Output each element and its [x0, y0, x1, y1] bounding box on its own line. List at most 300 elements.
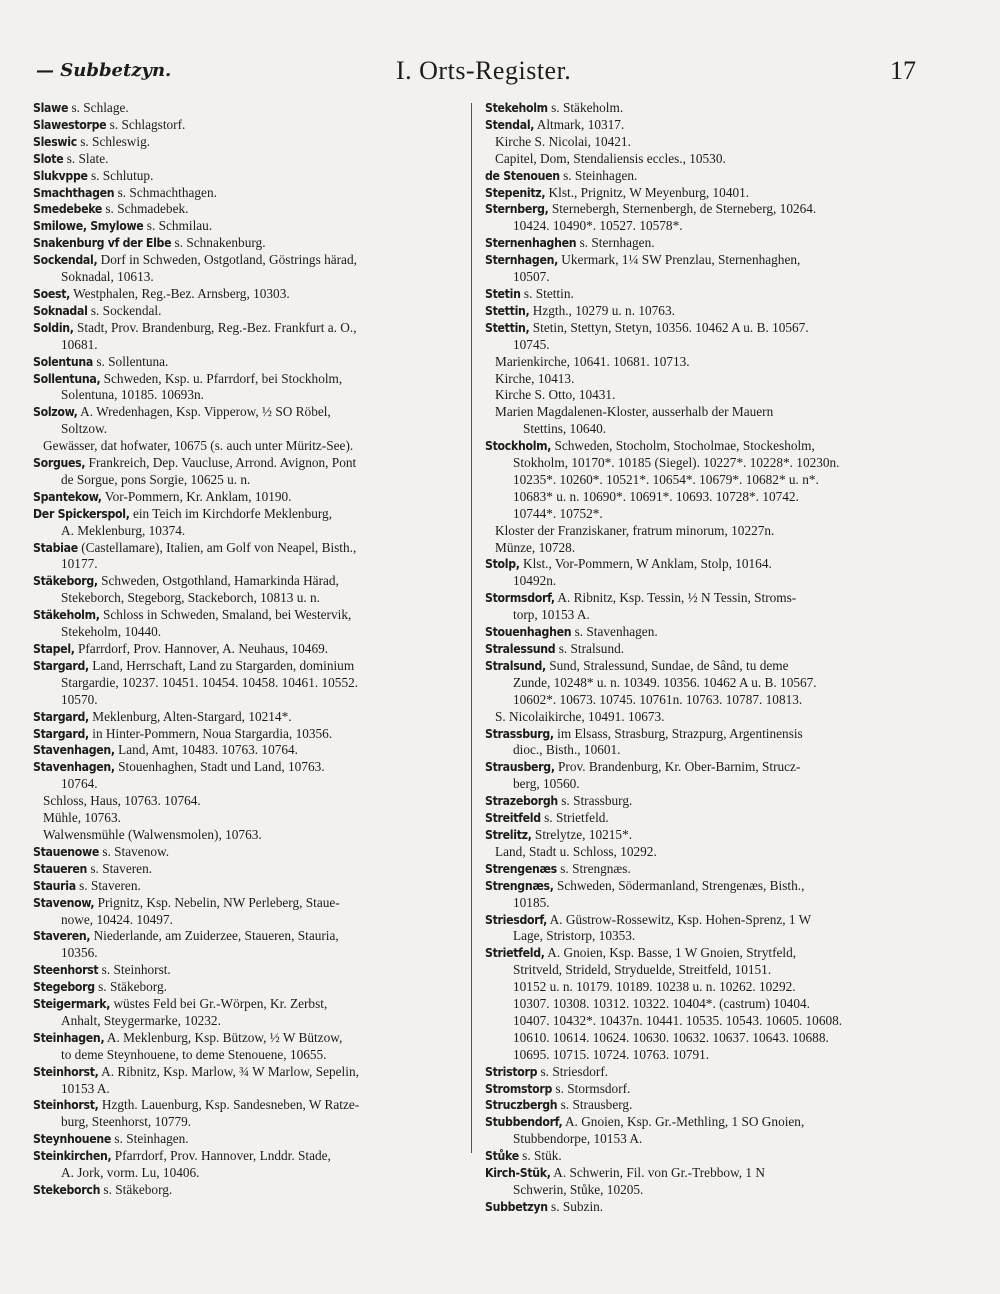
entry-text: Schweden, Södermanland, Strengenæs, Bisth.,	[553, 877, 805, 893]
entry-line: 10407. 10432*. 10437n. 10441. 10535. 10543. 10605. 10608.	[513, 1012, 843, 1028]
register-entry	[33, 455, 460, 489]
register-entry	[485, 438, 917, 523]
sub-entry	[485, 540, 917, 557]
register-entry	[485, 945, 917, 1063]
sub-entry	[33, 827, 460, 844]
entry-line: 10153 A.	[61, 1080, 110, 1096]
entry-first-line	[33, 185, 460, 202]
entry-headword: Stettin,	[485, 320, 530, 335]
entry-first-line	[33, 878, 460, 895]
entry-text: s. Stäkeborg.	[94, 979, 167, 995]
entry-first-line	[485, 827, 917, 844]
entry-first-line	[33, 371, 460, 388]
register-entry	[485, 1199, 917, 1216]
entry-first-line	[33, 895, 460, 912]
entry-text: s. Subzin.	[547, 1198, 604, 1214]
entry-headword: Solentuna	[33, 354, 93, 369]
entry-text: s. Sternhagen.	[576, 235, 655, 251]
entry-headword: Stendal,	[485, 117, 535, 132]
entry-headword: Stargard,	[33, 709, 89, 724]
register-entry	[33, 117, 460, 134]
entry-text: A. Schwerin, Fil. von Gr.-Trebbow, 1 N	[550, 1165, 765, 1181]
register-entry	[485, 1081, 917, 1098]
entry-headword: Stristorp	[485, 1064, 538, 1079]
register-entry	[33, 371, 460, 405]
entry-headword: Strengnæs,	[485, 878, 554, 893]
register-entry	[33, 218, 460, 235]
entry-headword: Subbetzyn	[485, 1199, 548, 1214]
register-entry	[33, 658, 460, 709]
register-entry	[485, 235, 917, 252]
entry-headword: Stabiae	[33, 540, 78, 555]
entry-text: Schweden, Ostgothland, Hamarkinda Härad,	[97, 573, 339, 589]
entry-text: Frankreich, Dep. Vaucluse, Arrond. Avignon, Pont	[85, 455, 357, 471]
entry-first-line	[33, 354, 460, 371]
register-entry	[485, 810, 917, 827]
entry-headword: Stekeholm	[485, 101, 548, 115]
entry-first-line	[485, 641, 917, 658]
entry-first-line	[485, 556, 917, 573]
entry-first-line	[33, 506, 460, 523]
register-entry	[485, 1064, 917, 1081]
entry-first-line	[33, 168, 460, 185]
entry-first-line	[485, 1064, 917, 1081]
entry-text: s. Schlutup.	[87, 167, 154, 183]
register-entry	[485, 320, 917, 354]
entry-headword: Snakenburg vf der Elbe	[33, 236, 172, 251]
entry-text: s. Sollentuna.	[93, 353, 169, 369]
column-divider	[471, 103, 472, 1153]
entry-first-line	[33, 151, 460, 168]
entry-line: Kirche S. Nicolai, 10421.	[495, 133, 631, 149]
entry-line: Capitel, Dom, Stendaliensis eccles., 10530.	[495, 150, 726, 166]
entry-first-line	[33, 540, 460, 557]
entry-line: 10681.	[61, 336, 98, 352]
register-entry	[33, 540, 460, 574]
entry-headword: Stromstorp	[485, 1081, 553, 1096]
sub-entry	[33, 810, 460, 827]
entry-text: s. Schmilau.	[143, 218, 213, 234]
register-entry	[485, 201, 917, 235]
entry-text: (Castellamare), Italien, am Golf von Neapel, Bisth.,	[77, 539, 357, 555]
entry-first-line	[485, 1097, 917, 1114]
entry-first-line	[33, 1131, 460, 1148]
right-column	[485, 100, 917, 1216]
entry-line: 10177.	[61, 556, 98, 572]
register-entry	[33, 1182, 460, 1199]
entry-headword: Sternberg,	[485, 202, 549, 217]
entry-headword: Stralsund,	[485, 658, 546, 673]
register-entry	[33, 134, 460, 151]
entry-first-line	[485, 438, 917, 455]
entry-line: Münze, 10728.	[495, 539, 576, 555]
entry-headword: Streitfeld	[485, 811, 541, 826]
entry-line: Schwerin, Stůke, 10205.	[513, 1182, 644, 1197]
entry-headword: Solzow,	[33, 405, 78, 420]
entry-headword: de Stenouen	[485, 168, 560, 183]
entry-headword: Smilowe, Smylowe	[33, 219, 144, 234]
entry-first-line	[33, 962, 460, 979]
entry-headword: Sternenhaghen	[485, 236, 577, 251]
entry-headword: Stepenitz,	[485, 185, 546, 200]
entry-text: s. Steinhagen.	[559, 167, 638, 183]
sub-entry	[485, 523, 917, 540]
entry-text: s. Strietfeld.	[540, 810, 609, 826]
sub-entry	[33, 793, 460, 810]
register-entry	[485, 168, 917, 185]
entry-line: Kirche, 10413.	[495, 370, 575, 386]
entry-line: 10507.	[513, 269, 550, 285]
entry-first-line	[485, 168, 917, 185]
entry-line: A. Jork, vorm. Lu, 10406.	[61, 1165, 200, 1181]
register-entry	[485, 590, 917, 624]
entry-line: berg, 10560.	[513, 776, 580, 792]
sub-entry	[485, 151, 917, 168]
entry-headword: Stormsdorf,	[485, 591, 555, 606]
sub-entry	[485, 709, 917, 726]
entry-headword: Stargard,	[33, 658, 89, 673]
entry-line: Schloss, Haus, 10763. 10764.	[43, 793, 201, 809]
register-entry	[485, 1165, 917, 1199]
entry-headword: Der Spickerspol,	[33, 506, 130, 521]
sub-entry	[485, 134, 917, 151]
entry-headword: Soldin,	[33, 320, 74, 335]
entry-line: 10185.	[513, 894, 550, 910]
entry-text: s. Sockendal.	[87, 302, 162, 318]
entry-text: Pfarrdorf, Prov. Hannover, Lnddr. Stade,	[111, 1148, 331, 1164]
entry-first-line	[485, 878, 917, 895]
register-entry	[485, 1097, 917, 1114]
entry-line: Stekeholm, 10440.	[61, 624, 162, 640]
entry-text: s. Stralsund.	[555, 641, 625, 656]
entry-text: s. Strausberg.	[557, 1097, 633, 1113]
entry-line: 10610. 10614. 10624. 10630. 10632. 10637. 10643. 10688.	[513, 1029, 829, 1045]
entry-line: torp, 10153 A.	[513, 607, 590, 623]
entry-first-line	[485, 1148, 917, 1165]
entry-first-line	[33, 286, 460, 303]
entry-text: s. Steinhagen.	[111, 1131, 189, 1147]
entry-headword: Steinhagen,	[33, 1030, 105, 1045]
entry-text: s. Stäkeholm.	[547, 100, 624, 115]
entry-text: Sternebergh, Sternenbergh, de Sterneberg, 10264.	[548, 201, 817, 217]
entry-line: 10683* u. n. 10690*. 10691*. 10693. 10728*. 10742.	[513, 488, 799, 504]
entry-text: A. Ribnitz, Ksp. Marlow, ¾ W Marlow, Sepelin,	[98, 1063, 359, 1079]
register-entry	[485, 286, 917, 303]
entry-headword: Sollentuna,	[33, 371, 101, 386]
entry-text: Westphalen, Reg.-Bez. Arnsberg, 10303.	[70, 285, 290, 301]
register-entry	[485, 185, 917, 202]
register-entry	[33, 1131, 460, 1148]
entry-first-line	[33, 201, 460, 218]
register-entry	[485, 252, 917, 286]
entry-text: s. Schleswig.	[76, 133, 151, 149]
register-entry	[485, 556, 917, 590]
register-entry	[33, 878, 460, 895]
sub-entry	[485, 371, 917, 388]
entry-headword: Slawestorpe	[33, 117, 107, 132]
entry-first-line	[33, 759, 460, 776]
entry-text: Niederlande, am Zuiderzee, Staueren, Stauria,	[90, 928, 339, 944]
entry-text: s. Stäkeborg.	[100, 1182, 173, 1197]
entry-line: nowe, 10424. 10497.	[61, 911, 173, 927]
entry-headword: Steinhorst,	[33, 1098, 99, 1113]
register-entry	[33, 641, 460, 658]
entry-first-line	[33, 709, 460, 726]
register-entry	[33, 861, 460, 878]
entry-line: Lage, Stristorp, 10353.	[513, 928, 636, 944]
entry-text: s. Staveren.	[75, 877, 141, 893]
entry-headword: Kirch-Stük,	[485, 1166, 551, 1181]
register-entry	[485, 912, 917, 946]
entry-text: s. Stavenhagen.	[571, 624, 658, 640]
register-entry	[33, 1064, 460, 1098]
entry-first-line	[33, 742, 460, 759]
register-entry	[33, 607, 460, 641]
entry-line: 10356.	[61, 945, 98, 961]
entry-first-line	[485, 100, 917, 117]
entry-line: 10744*. 10752*.	[513, 505, 603, 521]
entry-headword: Stettin,	[485, 303, 530, 318]
entry-line: burg, Steenhorst, 10779.	[61, 1114, 192, 1130]
entry-first-line	[485, 624, 917, 641]
entry-text: A. Güstrow-Rossewitz, Ksp. Hohen-Sprenz, 1 W	[547, 911, 812, 927]
entry-headword: Strassburg,	[485, 726, 554, 741]
entry-text: Meklenburg, Alten-Stargard, 10214*.	[88, 708, 292, 724]
entry-first-line	[33, 489, 460, 506]
entry-text: Stetin, Stettyn, Stetyn, 10356. 10462 A u. B. 10567.	[529, 319, 809, 335]
entry-first-line	[485, 590, 917, 607]
entry-line: Stritveld, Strideld, Stryduelde, Streitfeld, 10151.	[513, 962, 772, 978]
register-entry	[485, 861, 917, 878]
register-entry	[485, 100, 917, 117]
entry-line: Marienkirche, 10641. 10681. 10713.	[495, 353, 690, 369]
entry-line: 10570.	[61, 691, 98, 707]
entry-text: A. Gnoien, Ksp. Basse, 1 W Gnoien, Strytfeld,	[544, 945, 797, 961]
entry-first-line	[485, 658, 917, 675]
entry-headword: Stäkeborg,	[33, 574, 98, 589]
register-entry	[485, 878, 917, 912]
entry-first-line	[33, 844, 460, 861]
register-entry	[485, 827, 917, 844]
entry-line: 10695. 10715. 10724. 10763. 10791.	[513, 1046, 710, 1062]
entry-first-line	[485, 117, 917, 134]
entry-text: im Elsass, Strasburg, Strazpurg, Argentinensis	[553, 725, 803, 741]
entry-first-line	[33, 658, 460, 675]
entry-first-line	[485, 912, 917, 929]
entry-first-line	[485, 303, 917, 320]
entry-first-line	[33, 726, 460, 743]
register-entry	[33, 252, 460, 286]
entry-headword: Steinkirchen,	[33, 1149, 112, 1164]
entry-text: Schweden, Ksp. u. Pfarrdorf, bei Stockholm,	[100, 370, 343, 386]
register-entry	[33, 573, 460, 607]
entry-first-line	[485, 1114, 917, 1131]
entry-first-line	[33, 1064, 460, 1081]
entry-text: s. Steinhorst.	[98, 962, 171, 978]
entry-text: s. Schmadebek.	[102, 201, 189, 217]
register-entry	[485, 117, 917, 134]
entry-text: Dorf in Schweden, Ostgotland, Göstrings härad,	[97, 252, 357, 268]
entry-line: S. Nicolaikirche, 10491. 10673.	[495, 708, 665, 724]
entry-text: s. Slate.	[63, 150, 109, 166]
entry-line: de Sorgue, pons Sorgie, 10625 u. n.	[61, 471, 251, 487]
entry-text: Ukermark, 1¼ SW Prenzlau, Sternenhaghen,	[557, 252, 801, 268]
entry-headword: Spantekow,	[33, 489, 102, 504]
entry-line: Land, Stadt u. Schloss, 10292.	[495, 843, 657, 859]
register-entry	[485, 759, 917, 793]
entry-text: Klst., Vor-Pommern, W Anklam, Stolp, 10164.	[519, 556, 772, 572]
entry-headword: Stauria	[33, 878, 76, 893]
entry-line: Soltzow.	[61, 421, 108, 437]
entry-first-line	[485, 185, 917, 202]
running-head-left: — Subbetzyn.	[36, 60, 172, 81]
page-number: 17	[890, 56, 916, 85]
register-entry	[485, 641, 917, 658]
sub-entry	[485, 844, 917, 861]
entry-headword: Stetin	[485, 286, 521, 301]
entry-line: Kirche S. Otto, 10431.	[495, 387, 616, 403]
entry-first-line	[33, 235, 460, 252]
entry-headword: Strengenæs	[485, 861, 557, 876]
sub-entry	[485, 387, 917, 404]
entry-line: Mühle, 10763.	[43, 810, 121, 826]
entry-headword: Staueren	[33, 861, 88, 876]
entry-first-line	[33, 455, 460, 472]
entry-headword: Soknadal	[33, 303, 88, 318]
entry-headword: Steinhorst,	[33, 1064, 99, 1079]
register-entry	[33, 759, 460, 793]
entry-first-line	[33, 218, 460, 235]
entry-text: Land, Herrschaft, Land zu Stargarden, dominium	[88, 657, 355, 673]
entry-first-line	[33, 404, 460, 421]
entry-text: s. Strassburg.	[557, 793, 633, 809]
register-entry	[33, 709, 460, 726]
register-entry	[33, 235, 460, 252]
entry-headword: Staveren,	[33, 929, 91, 944]
running-head-title: I. Orts-Register.	[396, 56, 572, 85]
entry-first-line	[33, 303, 460, 320]
entry-first-line	[33, 607, 460, 624]
entry-text: s. Schlage.	[68, 100, 129, 115]
entry-headword: Strietfeld,	[485, 946, 545, 961]
register-entry	[33, 895, 460, 929]
entry-text: Prov. Brandenburg, Kr. Ober-Barnim, Strucz-	[554, 759, 801, 775]
entry-text: s. Stük.	[518, 1148, 562, 1164]
register-entry	[33, 742, 460, 759]
entry-headword: Stapel,	[33, 642, 75, 656]
entry-text: s. Schlagstorf.	[106, 116, 186, 132]
entry-line: A. Meklenburg, 10374.	[61, 522, 186, 538]
entry-text: ein Teich im Kirchdorfe Meklenburg,	[129, 505, 333, 521]
entry-text: Schloss in Schweden, Smaland, bei Westervik,	[99, 607, 352, 623]
entry-headword: Stockholm,	[485, 439, 552, 454]
entry-headword: Stavenow,	[33, 895, 95, 910]
entry-headword: Stůke	[485, 1149, 519, 1164]
entry-headword: Stubbendorf,	[485, 1115, 563, 1130]
entry-first-line	[485, 945, 917, 962]
entry-first-line	[33, 320, 460, 337]
left-column	[33, 100, 460, 1199]
entry-first-line	[33, 117, 460, 134]
entry-headword: Stavenhagen,	[33, 743, 115, 758]
entry-line: Anhalt, Steygermarke, 10232.	[61, 1012, 221, 1028]
entry-first-line	[485, 861, 917, 878]
entry-headword: Striesdorf,	[485, 912, 548, 927]
entry-first-line	[485, 235, 917, 252]
entry-text: A. Wredenhagen, Ksp. Vipperow, ½ SO Röbel,	[77, 404, 331, 420]
entry-first-line	[485, 793, 917, 810]
entry-first-line	[33, 928, 460, 945]
entry-first-line	[485, 1081, 917, 1098]
entry-headword: Stolp,	[485, 557, 520, 572]
entry-headword: Slawe	[33, 101, 69, 115]
register-entry	[485, 658, 917, 709]
entry-text: s. Stormsdorf.	[552, 1080, 631, 1096]
entry-text: Strelytze, 10215*.	[531, 826, 633, 842]
entry-headword: Slote	[33, 151, 64, 166]
entry-first-line	[485, 810, 917, 827]
register-entry	[33, 489, 460, 506]
entry-headword: Sternhagen,	[485, 253, 558, 268]
entry-headword: Smachthagen	[33, 185, 115, 200]
entry-line: 10764.	[61, 776, 98, 792]
entry-text: A. Ribnitz, Ksp. Tessin, ½ N Tessin, Stroms-	[554, 590, 797, 606]
entry-headword: Stavenhagen,	[33, 760, 115, 775]
register-entry	[33, 303, 460, 320]
entry-line: to deme Steynhouene, to deme Stenouene, 10655.	[61, 1046, 327, 1062]
register-entry	[485, 1148, 917, 1165]
entry-first-line	[33, 134, 460, 151]
register-entry	[33, 1097, 460, 1131]
entry-headword: Stauenowe	[33, 844, 99, 859]
entry-first-line	[485, 320, 917, 337]
entry-text: Prignitz, Ksp. Nebelin, NW Perleberg, Staue-	[94, 894, 340, 910]
entry-first-line	[485, 726, 917, 743]
entry-headword: Strazeborgh	[485, 794, 558, 809]
entry-headword: Steenhorst	[33, 963, 99, 978]
entry-line: Solentuna, 10185. 10693n.	[61, 387, 204, 403]
sub-entry	[485, 404, 917, 438]
entry-headword: Stargard,	[33, 726, 89, 741]
entry-line: Stubbendorpe, 10153 A.	[513, 1131, 643, 1147]
entry-headword: Steynhouene	[33, 1132, 112, 1147]
entry-line: 10235*. 10260*. 10521*. 10654*. 10679*. 10682* u. n*.	[513, 471, 819, 487]
entry-first-line	[33, 1030, 460, 1047]
entry-line: 10492n.	[513, 573, 557, 589]
register-entry	[33, 1030, 460, 1064]
entry-line: Marien Magdalenen-Kloster, ausserhalb der Mauern	[495, 404, 774, 420]
entry-headword: Strelitz,	[485, 827, 532, 842]
entry-line: Stekeborch, Stegeborg, Stackeborch, 10813 u. n.	[61, 590, 320, 606]
register-entry	[33, 286, 460, 303]
entry-line: 10602*. 10673. 10745. 10761n. 10763. 10787. 10813.	[513, 691, 803, 707]
entry-text: wüstes Feld bei Gr.-Wörpen, Kr. Zerbst,	[110, 996, 328, 1012]
entry-line: Gewässer, dat hofwater, 10675 (s. auch unter Müritz-See).	[43, 438, 354, 454]
register-entry	[485, 793, 917, 810]
register-entry	[33, 928, 460, 962]
entry-headword: Stralessund	[485, 642, 556, 656]
entry-line: Stargardie, 10237. 10451. 10454. 10458. 10461. 10552.	[61, 674, 359, 690]
entry-text: Altmark, 10317.	[534, 116, 625, 132]
entry-text: Hzgth. Lauenburg, Ksp. Sandesneben, W Ratze-	[98, 1097, 360, 1113]
register-entry	[33, 354, 460, 371]
entry-text: s. Striesdorf.	[537, 1063, 609, 1079]
entry-line: 10307. 10308. 10312. 10322. 10404*. (castrum) 10404.	[513, 996, 810, 1012]
sub-entry	[485, 354, 917, 371]
register-entry	[33, 168, 460, 185]
entry-first-line	[485, 201, 917, 218]
entry-text: Pfarrdorf, Prov. Hannover, A. Neuhaus, 10469.	[74, 641, 329, 656]
